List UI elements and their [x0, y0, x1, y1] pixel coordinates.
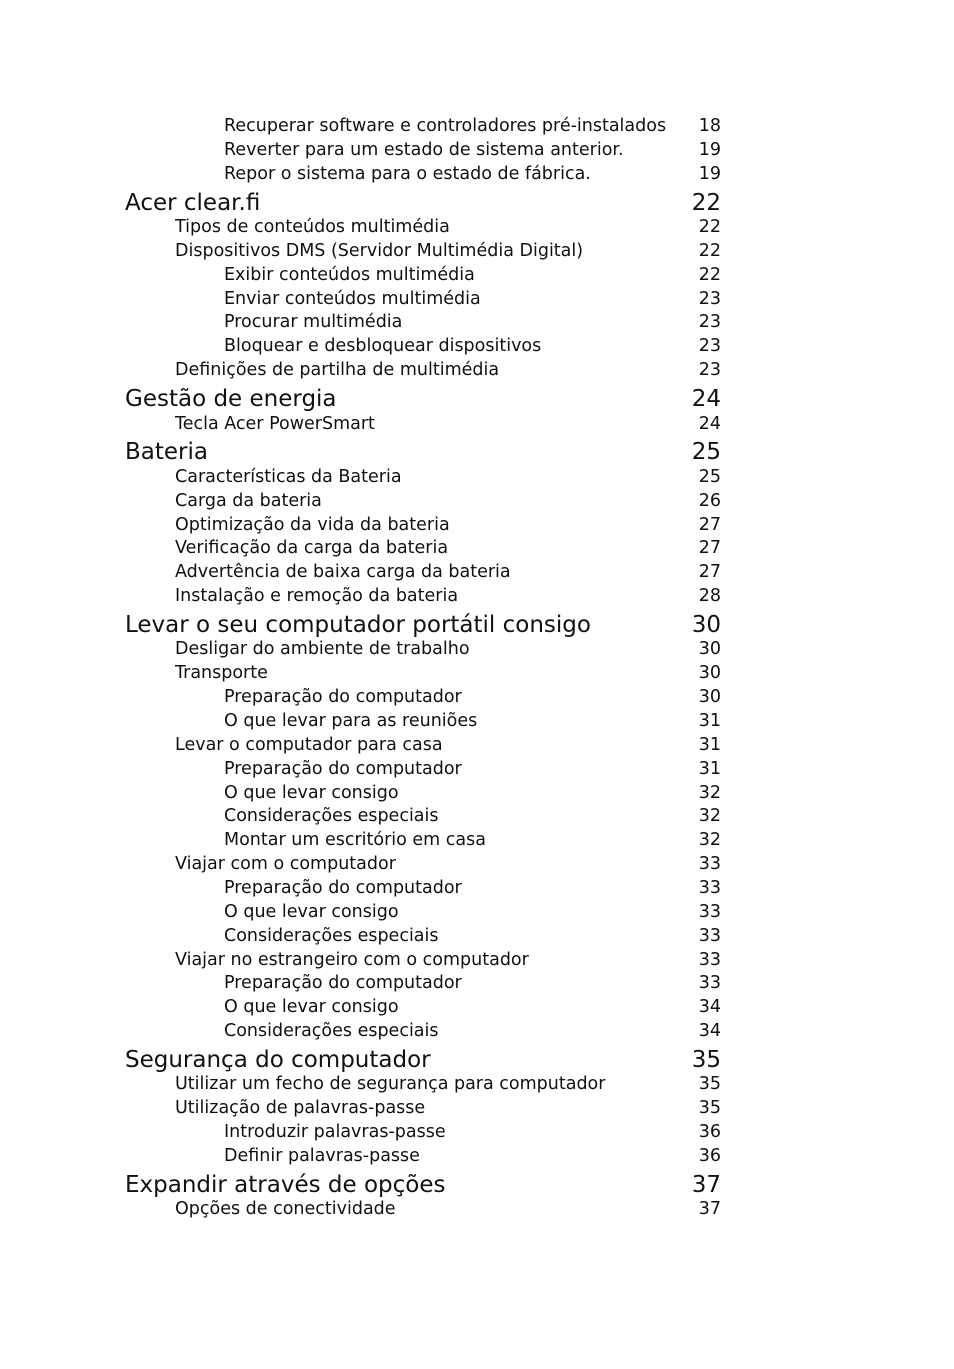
toc-entry-title: Expandir através de opções [125, 1171, 446, 1198]
toc-item[interactable] [0, 413, 954, 436]
toc-entry-page-number: 33 [698, 901, 721, 922]
toc-item[interactable] [0, 689, 954, 709]
toc-entry-page-number: 27 [698, 562, 721, 583]
toc-entry-page-number: 31 [698, 734, 721, 755]
toc-entry-page-number: 33 [698, 854, 721, 875]
toc-entry-title: Desligar do ambiente de trabalho [175, 639, 470, 660]
toc-entry-page-number: 26 [698, 490, 721, 511]
toc-entry-title: Características da Bateria [175, 466, 402, 487]
toc-entry-page-number: 25 [698, 466, 721, 487]
toc-item[interactable] [0, 1124, 954, 1144]
toc-item[interactable] [0, 540, 954, 560]
toc-chapter[interactable] [0, 611, 954, 640]
toc-entry-page-number: 27 [698, 514, 721, 535]
toc-chapter[interactable] [0, 441, 954, 467]
toc-entry-title: Carga da bateria [175, 490, 322, 511]
toc-entry-title: Dispositivos DMS (Servidor Multimédia Digital) [175, 240, 584, 261]
toc-entry-title: O que levar consigo [224, 997, 399, 1018]
toc-item[interactable] [0, 713, 954, 733]
toc-item[interactable] [0, 782, 954, 805]
toc-entry-title: O que levar para as reuniões [224, 711, 478, 731]
toc-entry-page-number: 23 [698, 288, 721, 309]
toc-entry-page-number: 28 [698, 586, 721, 607]
toc-entry-page-number: 22 [698, 240, 721, 261]
toc-entry-title: Optimização da vida da bateria [175, 514, 450, 535]
toc-entry-title: Advertência de baixa carga da bateria [175, 562, 511, 583]
toc-entry-page-number: 24 [698, 413, 721, 434]
toc-entry-page-number: 30 [698, 639, 721, 660]
toc-entry-page-number: 18 [698, 116, 721, 136]
toc-chapter[interactable] [0, 189, 954, 218]
toc-chapter[interactable] [0, 388, 954, 414]
toc-item[interactable] [0, 1023, 954, 1043]
toc-entry-page-number: 33 [698, 973, 721, 994]
toc-entry-page-number: 22 [691, 189, 721, 216]
toc-item[interactable] [0, 490, 954, 513]
toc-entry-page-number: 32 [698, 830, 721, 851]
toc-item[interactable] [0, 877, 954, 900]
toc-chapter[interactable] [0, 1171, 954, 1200]
toc-entry-title: Montar um escritório em casa [224, 830, 486, 851]
toc-entry-title: Enviar conteúdos multimédia [224, 288, 481, 309]
toc-item[interactable] [0, 856, 954, 876]
toc-item[interactable] [0, 758, 954, 781]
toc-entry-page-number: 33 [698, 877, 721, 898]
toc-entry-title: O que levar consigo [224, 901, 399, 922]
toc-entry-page-number: 32 [698, 806, 721, 827]
toc-entry-title: Tipos de conteúdos multimédia [175, 217, 450, 238]
toc-chapter[interactable] [0, 1046, 954, 1075]
toc-item[interactable] [0, 665, 954, 685]
toc-item[interactable] [0, 1076, 954, 1096]
toc-entry-title: Utilização de palavras-passe [175, 1098, 426, 1119]
toc-entry-page-number: 27 [698, 538, 721, 559]
toc-entry-title: Viajar com o computador [175, 854, 396, 875]
toc-entry-page-number: 19 [698, 163, 721, 184]
toc-entry-title: Levar o seu computador portátil consigo [125, 611, 591, 638]
toc-entry-title: Opções de conectividade [175, 1199, 396, 1220]
toc-entry-title: Levar o computador para casa [175, 734, 443, 755]
toc-entry-title: Viajar no estrangeiro com o computador [175, 949, 529, 970]
toc-entry-title: Bateria [125, 439, 208, 466]
toc-item[interactable] [0, 832, 954, 852]
toc-item[interactable] [0, 1100, 954, 1120]
toc-entry-page-number: 19 [698, 139, 721, 160]
toc-entry-title: Preparação do computador [224, 877, 462, 898]
toc-entry-page-number: 31 [698, 758, 721, 779]
toc-entry-page-number: 36 [698, 1122, 721, 1143]
toc-entry-page-number: 35 [698, 1074, 721, 1095]
toc-item[interactable] [0, 641, 954, 661]
toc-entry-title: Verificação da carga da bateria [175, 538, 449, 559]
toc-item[interactable] [0, 999, 954, 1019]
toc-item[interactable] [0, 240, 954, 263]
toc-entry-title: Recuperar software e controladores pré-instalados [224, 116, 667, 136]
toc-item[interactable] [0, 1145, 954, 1168]
toc-entry-page-number: 30 [691, 611, 721, 638]
toc-entry-page-number: 35 [698, 1098, 721, 1119]
toc-item[interactable] [0, 139, 954, 162]
toc-item[interactable] [0, 466, 954, 489]
toc-entry-title: Exibir conteúdos multimédia [224, 264, 475, 285]
toc-entry-page-number: 35 [691, 1046, 721, 1073]
toc-item[interactable] [0, 288, 954, 311]
toc-item[interactable] [0, 808, 954, 828]
toc-entry-title: Utilizar um fecho de segurança para computador [175, 1074, 606, 1095]
toc-entry-page-number: 30 [698, 663, 721, 684]
toc-entry-page-number: 25 [691, 439, 721, 466]
toc-entry-title: Segurança do computador [125, 1046, 431, 1073]
toc-entry-page-number: 37 [698, 1199, 721, 1220]
toc-entry-page-number: 34 [698, 997, 721, 1018]
toc-entry-page-number: 33 [698, 949, 721, 970]
toc-entry-title: Transporte [175, 663, 268, 684]
toc-entry-page-number: 22 [698, 264, 721, 285]
toc-entry-title: Definir palavras-passe [224, 1145, 420, 1166]
toc-entry-page-number: 23 [698, 336, 721, 357]
toc-item[interactable] [0, 975, 954, 995]
toc-item[interactable] [0, 362, 954, 382]
toc-entry-page-number: 22 [698, 217, 721, 238]
toc-entry-title: Considerações especiais [224, 925, 439, 946]
toc-entry-page-number: 24 [691, 386, 721, 412]
toc-item[interactable] [0, 338, 954, 358]
toc-item[interactable] [0, 949, 954, 972]
toc-entry-page-number: 33 [698, 925, 721, 946]
toc-item[interactable] [0, 925, 954, 948]
toc-entry-title: Definições de partilha de multimédia [175, 360, 500, 381]
toc-entry-title: Reverter para um estado de sistema anterior. [224, 139, 624, 160]
toc-entry-title: Considerações especiais [224, 806, 439, 827]
toc-entry-title: Acer clear.fi [125, 189, 261, 216]
toc-item[interactable] [0, 901, 954, 924]
toc-entry-title: Instalação e remoção da bateria [175, 586, 459, 607]
toc-entry-title: Bloquear e desbloquear dispositivos [224, 336, 542, 357]
toc-entry-page-number: 36 [698, 1145, 721, 1166]
toc-entry-title: Introduzir palavras-passe [224, 1122, 446, 1143]
toc-entry-title: Preparação do computador [224, 758, 462, 779]
toc-item[interactable] [0, 734, 954, 757]
toc-item[interactable] [0, 514, 954, 537]
toc-entry-page-number: 23 [698, 360, 721, 381]
toc-entry-page-number: 30 [698, 687, 721, 708]
toc-item[interactable] [0, 264, 954, 287]
toc-entry-page-number: 37 [691, 1171, 721, 1198]
toc-entry-page-number: 34 [698, 1021, 721, 1042]
toc-entry-title: Gestão de energia [125, 386, 337, 412]
toc-entry-page-number: 23 [698, 312, 721, 333]
toc-entry-title: Repor o sistema para o estado de fábrica. [224, 163, 591, 184]
toc-entry-title: Considerações especiais [224, 1021, 439, 1042]
toc-entry-title: Preparação do computador [224, 687, 462, 708]
toc-entry-title: O que levar consigo [224, 782, 399, 803]
toc-entry-title: Preparação do computador [224, 973, 462, 994]
toc-item[interactable] [0, 118, 954, 138]
toc-entry-page-number: 32 [698, 782, 721, 803]
toc-item[interactable] [0, 588, 954, 608]
toc-entry-page-number: 31 [698, 711, 721, 731]
toc-entry-title: Procurar multimédia [224, 312, 403, 333]
toc-item[interactable] [0, 163, 954, 186]
toc-item[interactable] [0, 314, 954, 334]
toc-entry-title: Tecla Acer PowerSmart [175, 413, 375, 434]
toc-item[interactable] [0, 564, 954, 584]
toc-item[interactable] [0, 1201, 954, 1221]
toc-item[interactable] [0, 219, 954, 239]
